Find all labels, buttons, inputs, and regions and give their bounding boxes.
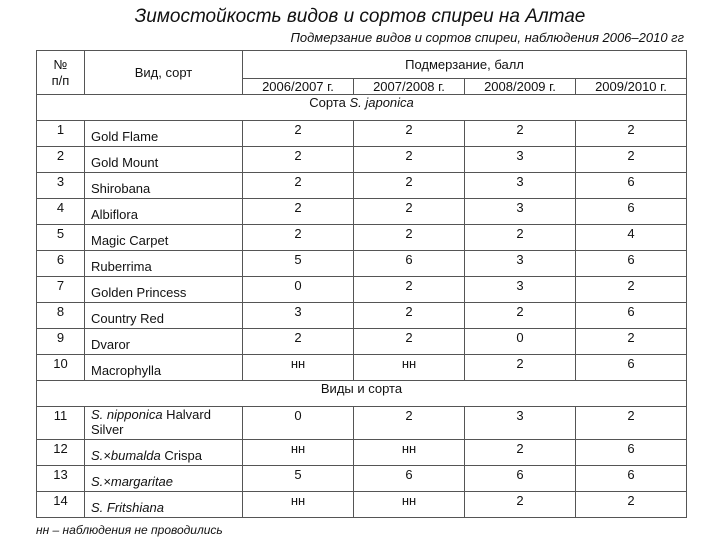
freeze-score: нн: [243, 440, 354, 466]
freeze-score: 2: [243, 329, 354, 355]
freeze-score: 3: [465, 251, 576, 277]
variety-name: Country Red: [85, 303, 243, 329]
freeze-score: 2: [354, 121, 465, 147]
table-row: [37, 147, 687, 173]
freeze-score: 2: [354, 199, 465, 225]
freeze-score: 2: [465, 303, 576, 329]
species-name: S. Fritshiana: [91, 500, 164, 515]
freeze-score: 3: [465, 173, 576, 199]
table-row: [37, 407, 687, 440]
freeze-score: 2: [354, 225, 465, 251]
freeze-score: 2: [243, 225, 354, 251]
freeze-score: 2: [465, 440, 576, 466]
row-number: 8: [37, 303, 85, 329]
freeze-score: 6: [576, 355, 687, 381]
freeze-score: 6: [354, 466, 465, 492]
row-number: 12: [37, 440, 85, 466]
frost-resistance-table: [36, 50, 687, 518]
table-row: [37, 121, 687, 147]
header-num: № п/п: [37, 51, 85, 95]
row-number: 14: [37, 492, 85, 518]
freeze-score: 6: [576, 173, 687, 199]
freeze-score: 2: [465, 355, 576, 381]
header-year: 2006/2007 г.: [243, 79, 354, 95]
table-row: [37, 251, 687, 277]
freeze-score: 2: [243, 199, 354, 225]
table-row: [37, 199, 687, 225]
row-number: 5: [37, 225, 85, 251]
freeze-score: 2: [354, 407, 465, 440]
freeze-score: 2: [576, 329, 687, 355]
freeze-score: 3: [465, 199, 576, 225]
table-row: [37, 277, 687, 303]
freeze-score: 6: [576, 199, 687, 225]
freeze-score: 2: [354, 173, 465, 199]
row-number: 9: [37, 329, 85, 355]
freeze-score: 4: [576, 225, 687, 251]
header-year: 2008/2009 г.: [465, 79, 576, 95]
variety-name: S.×bumalda Crispa: [85, 440, 243, 466]
variety-name: Gold Mount: [85, 147, 243, 173]
freeze-score: нн: [354, 492, 465, 518]
freeze-score: 2: [576, 121, 687, 147]
freeze-score: 2: [576, 147, 687, 173]
freeze-score: 2: [243, 173, 354, 199]
row-number: 13: [37, 466, 85, 492]
variety-name: [85, 466, 243, 492]
header-year: 2007/2008 г.: [354, 79, 465, 95]
variety-name: Shirobana: [85, 173, 243, 199]
variety-name: Gold Flame: [85, 121, 243, 147]
row-number: 4: [37, 199, 85, 225]
variety-name: Golden Princess: [85, 277, 243, 303]
species-name: S.×bumalda: [91, 448, 161, 463]
freeze-score: 2: [354, 303, 465, 329]
footnote: нн – наблюдения не проводились: [36, 523, 223, 537]
freeze-score: 0: [243, 407, 354, 440]
variety-name: [85, 492, 243, 518]
group-label-prefix: Сорта: [309, 95, 350, 110]
freeze-score: 0: [465, 329, 576, 355]
freeze-score: 3: [465, 407, 576, 440]
freeze-score: 0: [243, 277, 354, 303]
freeze-score: 2: [576, 492, 687, 518]
row-number: 6: [37, 251, 85, 277]
row-number: 11: [37, 407, 85, 440]
freeze-score: 2: [465, 492, 576, 518]
species-name: S. nipponica: [91, 407, 163, 422]
variety-name: Ruberrima: [85, 251, 243, 277]
header-freeze: Подмерзание, балл: [243, 51, 687, 79]
header-name: Вид, сорт: [85, 51, 243, 95]
variety-name: Magic Carpet: [85, 225, 243, 251]
freeze-score: 2: [465, 225, 576, 251]
freeze-score: 2: [354, 329, 465, 355]
freeze-score: 2: [354, 277, 465, 303]
freeze-score: 6: [576, 303, 687, 329]
table-row: [37, 492, 687, 518]
freeze-score: 2: [243, 147, 354, 173]
species-name: S.×margaritae: [91, 474, 174, 489]
freeze-score: нн: [243, 355, 354, 381]
table-row: [37, 173, 687, 199]
freeze-score: 3: [243, 303, 354, 329]
table-row: [37, 440, 687, 466]
freeze-score: 2: [354, 147, 465, 173]
row-number: 2: [37, 147, 85, 173]
freeze-score: 2: [576, 407, 687, 440]
variety-name: Albiflora: [85, 199, 243, 225]
row-number: 1: [37, 121, 85, 147]
freeze-score: 5: [243, 251, 354, 277]
table-row: [37, 225, 687, 251]
freeze-score: 6: [576, 466, 687, 492]
page-title: Зимостойкость видов и сортов спиреи на Алтае: [134, 6, 586, 27]
variety-name: S. nipponica Halvard Silver: [85, 407, 243, 440]
table-row: [37, 303, 687, 329]
freeze-score: 2: [465, 121, 576, 147]
freeze-score: 3: [465, 147, 576, 173]
freeze-score: 3: [465, 277, 576, 303]
freeze-score: 6: [354, 251, 465, 277]
table-row: [37, 329, 687, 355]
row-number: 3: [37, 173, 85, 199]
freeze-score: 6: [465, 466, 576, 492]
group-header-japonica: [37, 95, 687, 121]
variety-name: Dvaror: [85, 329, 243, 355]
freeze-score: 6: [576, 440, 687, 466]
freeze-score: нн: [243, 492, 354, 518]
freeze-score: 6: [576, 251, 687, 277]
row-number: 10: [37, 355, 85, 381]
header-year: 2009/2010 г.: [576, 79, 687, 95]
group-label-species: S. japonica: [349, 95, 414, 110]
row-number: 7: [37, 277, 85, 303]
table-row: [37, 466, 687, 492]
freeze-score: 2: [243, 121, 354, 147]
freeze-score: 5: [243, 466, 354, 492]
table-subtitle: Подмерзание видов и сортов спиреи, наблюдения 2006–2010 гг: [290, 30, 684, 45]
table-row: [37, 355, 687, 381]
freeze-score: 2: [576, 277, 687, 303]
group-header-species: Виды и сорта: [37, 381, 687, 407]
freeze-score: нн: [354, 440, 465, 466]
variety-name: Macrophylla: [85, 355, 243, 381]
freeze-score: нн: [354, 355, 465, 381]
